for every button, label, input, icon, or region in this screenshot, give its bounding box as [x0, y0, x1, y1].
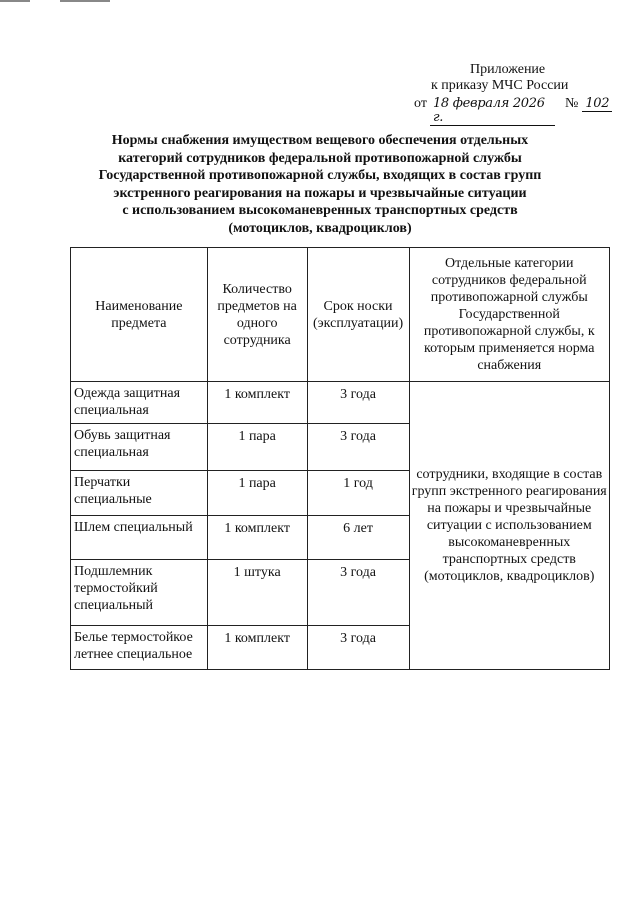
- item-term: 3 года: [307, 382, 409, 424]
- header-category: Отдельные категории сотрудников федеральной противопожарной службы Государственной противопожарной службы, к которым применяется норма снабжения: [409, 248, 609, 382]
- table-header-row: [71, 248, 610, 382]
- handwritten-date: 18 февраля 2026 г.: [430, 97, 555, 126]
- header-quantity: Количество предметов на одного сотрудника: [207, 248, 307, 382]
- item-quantity: 1 комплект: [207, 382, 307, 424]
- norms-table: [70, 247, 610, 670]
- title-line: с использованием высокоманевренных транспортных средств: [122, 203, 518, 218]
- handwritten-number: 102: [582, 97, 612, 112]
- item-term: 6 лет: [307, 516, 409, 560]
- item-term: 1 год: [307, 471, 409, 516]
- item-quantity: 1 штука: [207, 560, 307, 626]
- title-line: (мотоциклов, квадроциклов): [228, 220, 412, 236]
- table-row: [71, 382, 610, 424]
- item-term: 3 года: [307, 560, 409, 626]
- item-name: Обувь защитная специальная: [71, 424, 208, 471]
- number-sign: №: [564, 96, 579, 111]
- header-wear-term: Срок носки (эксплуатации): [307, 248, 409, 382]
- appendix-order-ref: к приказу МЧС России: [431, 78, 569, 93]
- document-title: [80, 132, 560, 237]
- item-quantity: 1 пара: [207, 471, 307, 516]
- item-name: Подшлемник термостойкий специальный: [71, 560, 208, 626]
- item-quantity: 1 комплект: [207, 516, 307, 560]
- title-line: экстренного реагирования на пожары и чрезвычайные ситуации: [113, 185, 527, 201]
- item-name: Белье термостойкое летнее специальное: [71, 626, 208, 670]
- title-line: категорий сотрудников федеральной противопожарной службы: [118, 150, 522, 166]
- header-item-name: Наименование предмета: [71, 248, 208, 382]
- appendix-block: [414, 62, 612, 126]
- title-line: Государственной противопожарной службы, входящих в состав групп: [98, 168, 542, 183]
- scan-mark: [0, 0, 30, 2]
- title-line: Нормы снабжения имуществом вещевого обеспечения отдельных: [111, 133, 529, 148]
- item-name: Одежда защитная специальная: [71, 382, 208, 424]
- category-cell: сотрудники, входящие в состав групп экстренного реагирования на пожары и чрезвычайные ситуации с использованием высокоманевренных транспортных средств (мотоциклов, квадроциклов): [409, 382, 609, 670]
- scan-mark: [60, 0, 110, 2]
- item-quantity: 1 пара: [207, 424, 307, 471]
- appendix-label: Приложение: [470, 62, 546, 77]
- item-term: 3 года: [307, 424, 409, 471]
- appendix-date-line: [414, 96, 612, 126]
- item-quantity: 1 комплект: [207, 626, 307, 670]
- date-prefix: от: [414, 96, 427, 111]
- item-name: Шлем специальный: [71, 516, 208, 560]
- item-term: 3 года: [307, 626, 409, 670]
- item-name: Перчатки специальные: [71, 471, 208, 516]
